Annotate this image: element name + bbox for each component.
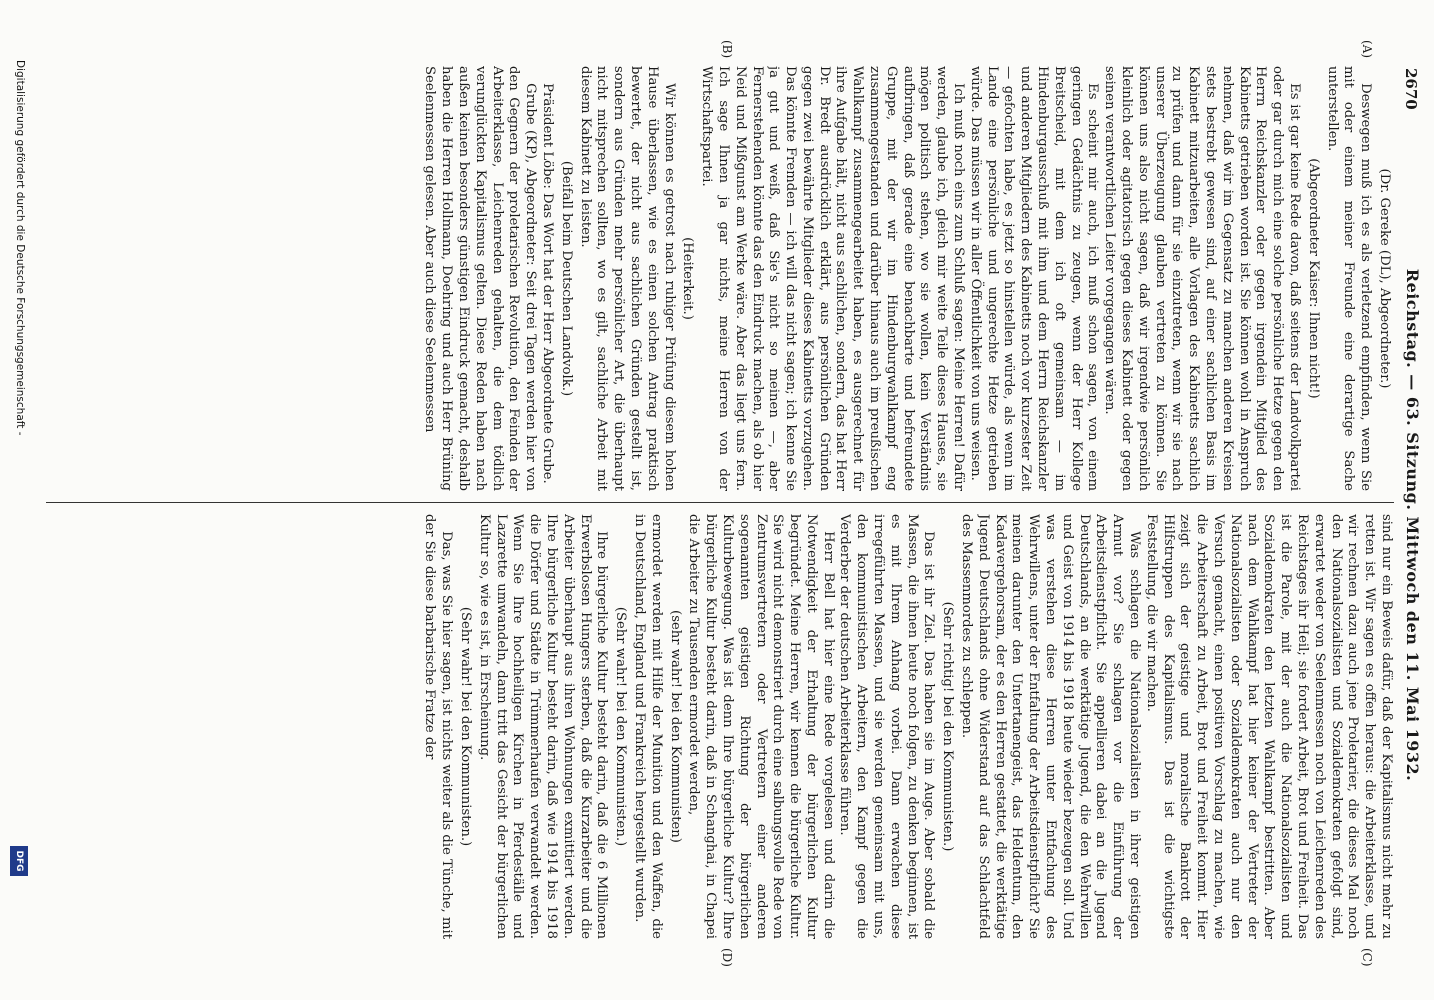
column-divider	[46, 502, 1394, 503]
interjection: (Abgeordneter Kaiser: Ihnen nicht!)	[1305, 158, 1321, 399]
left-column	[44, 66, 1394, 491]
paragraph: Das ist ihr Ziel. Das haben sie im Auge. Aber sobald die Massen, die ihnen heute noch folgen, zu denken beginnen, ist es mit Ihrem Anhang vorbei. Dann erwachen diese irregeführten Massen, und sie werden gemeinsam mit uns, den kommunistischen Arbeitern, den Kampf gegen die Verderber der deutschen Arbeiterklasse führen.	[837, 514, 937, 939]
speaker-continuation: (Dr. Gereke (DL), Abgeordneter.)	[1377, 168, 1392, 389]
interjection: (Beifall beim Deutschen Landvolk.)	[558, 160, 574, 397]
page-number: 2670	[1402, 68, 1420, 110]
paragraph: Es ist gar keine Rede davon, daß seitens der Landvolkpartei oder gar durch mich eine solche persönliche Hetze gegen den Herrn Reichskanzler oder gegen irgendein Mitglied des Kabinetts getrieben worden ist. Sie können wohl in Anspruch nehmen, daß wir im Gegensatz zu manchen anderen Kreisen stets bestrebt gewesen sind, auf einer sachlichen Basis im Kabinett mitzuarbeiten, alle Vorlagen des Kabinetts sachlich zu prüfen und dann für sie einzutreten, wenn wir sie nach unserer Überzeugung glauben vertreten zu können. Sie können uns also nicht sagen, daß wir irgendwie persönlich kleinlich oder agitatorisch gegen dieses Kabinett oder gegen seinen verantwortlichen Leiter vorgegangen wären.	[1102, 66, 1303, 491]
interjection: (Heiterkeit.)	[680, 237, 696, 320]
paragraph: Das, was Sie hier sagen, ist nichts weiter als die Tünche, mit der Sie diese barbarische Fratze der	[422, 514, 455, 939]
margin-mark-d: (D)	[720, 948, 734, 967]
paragraph: ermordet werden mit Hilfe der Munition und den Waffen, die in Deutschland, England und Frankreich hergestellt wurden.	[631, 514, 664, 939]
paragraph: Es scheint mir auch, ich muß schon sagen, von einem geringen Gedächtnis zu zeugen, wenn der Herr Kollege Breitscheid, mit dem ich oft gemeinsam — im Hindenburgausschuß mit ihm und dem Herrn Reichskanzler und anderen Mitgliedern des Kabinetts noch vor kurzester Zeit — gefochten habe, es jetzt so hinstellen würde, als wenn im Lande eine persönliche und ungerechte Hetze getrieben würde. Das müssen wir in aller Öffentlichkeit von uns weisen.	[967, 66, 1101, 491]
speaker-paragraph: Grube (KP), Abgeordneter: Seit drei Tagen werden hier von den Gegnern der proletarischen Revolution, den Feinden der Arbeiterklasse, Leichenreden gehalten, die dem tödlich verunglückten Kapitalismus gelten. Diese Reden haben nach außen keinen besonders günstigen Eindruck gemacht, deshalb haben die Herren Hollmann, Doehring und auch Herr Brüning Seelenmessen gelesen. Aber auch diese Seelenmessen	[422, 66, 539, 491]
running-title: Reichstag. — 63. Sitzung. Mittwoch den 11. Mai 1932.	[1403, 268, 1422, 782]
margin-mark-c: (C)	[1360, 948, 1374, 967]
paragraph: Herr Bell hat hier eine Rede vorgelesen und darin die Notwendigkeit der Erhaltung der bürgerlichen Kultur begründet. Meine Herren, wir kennen die bürgerliche Kultur. Sie wird nicht demonstriert durch eine salbungsvolle Rede von Zentrumsvertretern oder Vertretern einer anderen sogenannten geistigen Richtung der bürgerlichen Kulturbewegung. Was ist denn Ihre bürgerliche Kultur? Ihre bürgerliche Kultur besteht darin, daß in Schanghai, in Chapei die Arbeiter zu Tausenden ermordet werden,	[686, 514, 836, 939]
margin-mark-a: (A)	[1360, 40, 1374, 59]
page-header	[1398, 0, 1424, 1000]
paragraph: sind nur ein Beweis dafür, daß der Kapitalismus nicht mehr zu retten ist. Wir sagen es offen heraus: die Arbeiterklasse, und wir rechnen dazu auch jene Proletarier, die dieses Mal noch den Nationalsozialisten und Sozialdemokraten gefolgt sind, erwartet weder von Seelenmessen noch von Leichenreden des Reichstages ihr Heil; sie fordert Arbeit, Brot und Freiheit. Das ist die Parole, mit der auch die Nationalsozialisten und Sozialdemokraten den letzten Wahlkampf bestritten. Aber nach dem Wahlkampf hat hier keiner der Vertreter der Nationalsozialisten oder Sozialdemokraten auch nur den Versuch gemacht, einen positiven Vorschlag zu machen, wie die Arbeiterschaft zu Arbeit, Brot und Freiheit kommt. Hier zeigt sich der geistige und moralische Bankrott der Hilfstruppen des Kapitalismus. Das ist die wichtigste Feststellung, die wir machen.	[1143, 514, 1394, 939]
paragraph: Wir können es getrost nach ruhiger Prüfung diesem hohen Hause überlassen, wie es einen solchen Antrag praktisch bewertet, der nicht aus sachlichen Gründen gestellt ist, sondern aus Gründen mehr persönlicher Art, die überhaupt nicht mitsprechen sollten, wo es gilt, sachliche Arbeit mit diesem Kabinett zu leisten.	[577, 66, 677, 491]
president-statement: Präsident Löbe: Das Wort hat der Herr Abgeordnete Grube.	[539, 83, 555, 484]
paragraph: Was schlagen die Nationalsozialisten in ihrer geistigen Armut vor? Sie schlagen vor die Einführung der Arbeitsdienstpflicht. Sie appellieren dabei an die Jugend Deutschlands, an die werktätige Jugend, die den Wehrwillen und Geist von 1914 bis 1918 heute wieder bezeugen soll. Und was verstehen diese Herren unter Entfachung des Wehrwillens, unter der Entfaltung der Arbeitsdienstpflicht? Sie meinen darunter den Untertanengeist, das Heldentum, den Kadavergehorsam, der es den Herren gestattet, die werktätige Jugend Deutschlands ohne Widerstand auf das Schlachtfeld des Massenmordes zu schleppen.	[959, 514, 1143, 939]
paragraph: Ich muß noch eins zum Schluß sagen: Meine Herren! Dafür werden, glaube ich, gleich mir weite Teile dieses Hauses, sie mögen politisch stehen, wo sie wollen, kein Verständnis aufbringen, daß gerade eine benachbarte und befreundete Gruppe, mit der wir im Hindenburgwahlkampf eng zusammengestanden und darüber hinaus auch im preußischen Wahlkampf zusammengearbeitet haben, es ausgerechnet für ihre Aufgabe hält, nicht aus sachlichen, sondern, das hat Herr Dr. Bredt ausdrücklich erklärt, aus persönlichen Gründen gegen zwei bewährte Mitglieder dieses Kabinetts vorzugehen. Das könnte Fremden — ich will das nicht sagen; ich kenne Sie ja gut und weiß, daß Sie's nicht so meinen —, aber Fernerstehenden könnte das den Eindruck machen, als ob hier Neid und Mißgunst am Werke wäre. Aber das liegt uns fern. Ich sage Ihnen ja gar nichts, meine Herren von der Wirtschaftspartei.	[699, 66, 967, 491]
interjection: (sehr wahr! bei den Kommunisten)	[667, 610, 683, 843]
dfg-logo: DFG	[10, 846, 28, 876]
interjection: (Sehr richtig! bei den Kommunisten.)	[940, 601, 956, 852]
interjection: (Sehr wahr! bei den Kommunisten.)	[613, 606, 629, 847]
right-column	[44, 514, 1394, 939]
funding-credit: Digitalisierung gefördert durch die Deutsche Forschungsgemeinschaft -	[14, 60, 26, 436]
paragraph: Ihre bürgerliche Kultur besteht darin, daß die 6 Millionen Erwerbslosen Hungers sterben, daß die Kurzarbeiter und die Arbeiter überhaupt aus ihren Wohnungen exmittiert werden. Ihre bürgerliche Kultur besteht darin, daß wie 1914 bis 1918 die Dörfer und Städte in Trümmerhaufen verwandelt werden. Wenn Sie Ihre hochheiligen Kirchen in Pferdeställe und Lazarette umwandeln, dann tritt das Gesicht der bürgerlichen Kultur so, wie es ist, in Erscheinung.	[476, 514, 610, 939]
page-footer	[6, 0, 36, 1000]
interjection: (Sehr wahr! bei den Kommunisten.)	[457, 606, 473, 847]
paragraph: Deswegen muß ich es als verletzend empfinden, wenn Sie mit oder einem meiner Freunde eine derartige Sache unterstellen.	[1324, 66, 1374, 491]
margin-mark-b: (B)	[720, 40, 734, 59]
